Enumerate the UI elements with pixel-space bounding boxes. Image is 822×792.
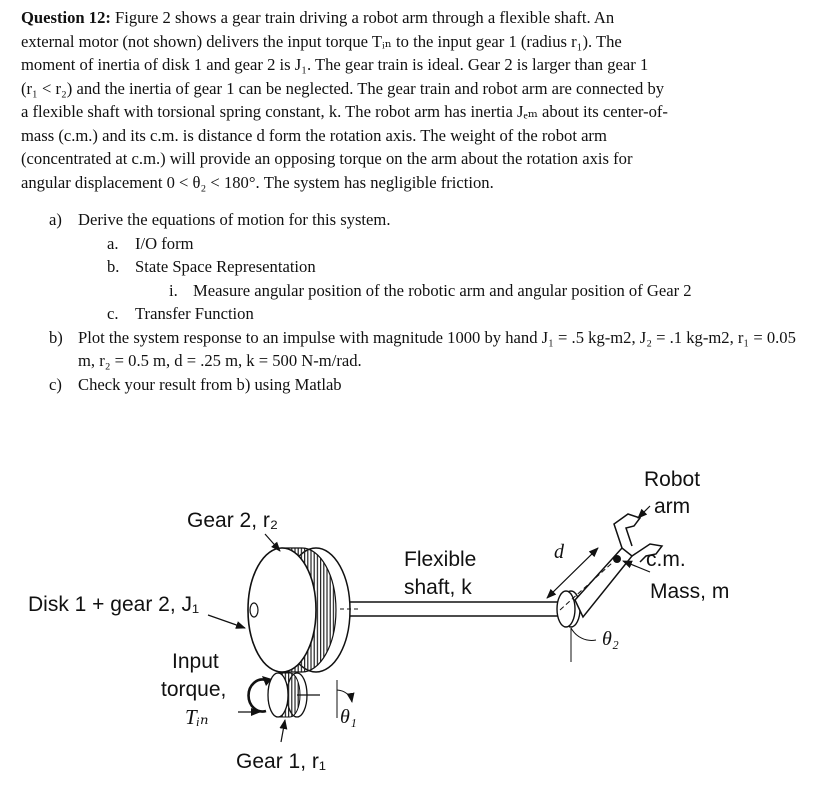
question-line-3: moment of inertia of disk 1 and gear 2 is J₁. The gear train is ideal. Gear 2 is larger than gear 1: [21, 55, 649, 74]
part-a-b-marker: b.: [107, 257, 120, 276]
gear1-leader: [281, 720, 285, 742]
robot-label-1: Robot: [644, 468, 701, 491]
input-label-2: torque,: [161, 678, 227, 701]
part-a-text: Derive the equations of motion for this system.: [78, 210, 391, 229]
theta1-label: θ₁: [340, 706, 357, 728]
question-line-5: a flexible shaft with torsional spring constant, k. The robot arm has inertia Jₑₘ about its center-of-: [21, 102, 668, 121]
shaft-label-1: Flexible: [404, 548, 477, 571]
gear1-label: Gear 1, r₁: [236, 750, 326, 773]
question-line-4: (r₁ < r₂) and the inertia of gear 1 can be neglected. The gear train and robot arm are connected by: [21, 78, 665, 98]
gear2-leader: [265, 534, 280, 551]
part-a-b-text: State Space Representation: [135, 257, 316, 276]
flexible-shaft: [340, 602, 566, 616]
question-line-7: (concentrated at c.m.) will provide an opposing torque on the arm about the rotation axis for: [21, 149, 633, 168]
question-line-8: angular displacement 0 < θ₂ < 180°. The system has negligible friction.: [21, 172, 494, 192]
d-label: d: [554, 541, 564, 563]
part-a-marker: a): [49, 210, 62, 229]
question-line-2: external motor (not shown) delivers the input torque Tᵢₙ to the input gear 1 (radius r₁). The: [21, 31, 622, 51]
part-a-b-i-marker: i.: [169, 280, 178, 300]
question-line-1: Figure 2 shows a gear train driving a robot arm through a flexible shaft. An: [115, 8, 615, 27]
theta2-label: θ₂: [602, 628, 619, 650]
disk-label: Disk 1 + gear 2, J₁: [28, 593, 200, 616]
part-b-marker: b): [49, 327, 63, 347]
question-line-6: mass (c.m.) and its c.m. is distance d form the rotation axis. The weight of the robot arm: [21, 125, 607, 145]
part-a-b-i-text: Measure angular position of the robotic arm and angular position of Gear 2: [193, 280, 692, 300]
gear1: [249, 673, 320, 717]
part-c-marker: c): [49, 374, 62, 394]
part-a-a-marker: a.: [107, 233, 119, 253]
part-a-c-marker: c.: [107, 304, 119, 323]
disk-gear2: [248, 548, 350, 672]
gear2-label: Gear 2, r₂: [187, 509, 279, 532]
input-label-3: Tᵢₙ: [185, 705, 209, 729]
question-label: Question 12:: [21, 8, 111, 27]
mass-label: Mass, m: [650, 580, 730, 603]
cm-label: c.m.: [646, 548, 686, 571]
robot-label-2: arm: [654, 495, 691, 518]
part-a-a-text: I/O form: [135, 233, 194, 253]
part-a-c-text: Transfer Function: [135, 304, 254, 323]
input-label-1: Input: [172, 650, 219, 673]
robot-leader: [638, 506, 650, 518]
part-c-text: Check your result from b) using Matlab: [78, 374, 342, 394]
shaft-label-2: shaft, k: [404, 576, 472, 599]
disk-leader: [208, 615, 245, 628]
part-b-text: Plot the system response to an impulse with magnitude 1000 by hand J₁ = .5 kg-m2, J₂ = .1 kg-m2, r₁ = 0.05 m, r₂ = 0.5 m, d = .25 m, k = 500 N-m/rad.: [78, 327, 796, 370]
